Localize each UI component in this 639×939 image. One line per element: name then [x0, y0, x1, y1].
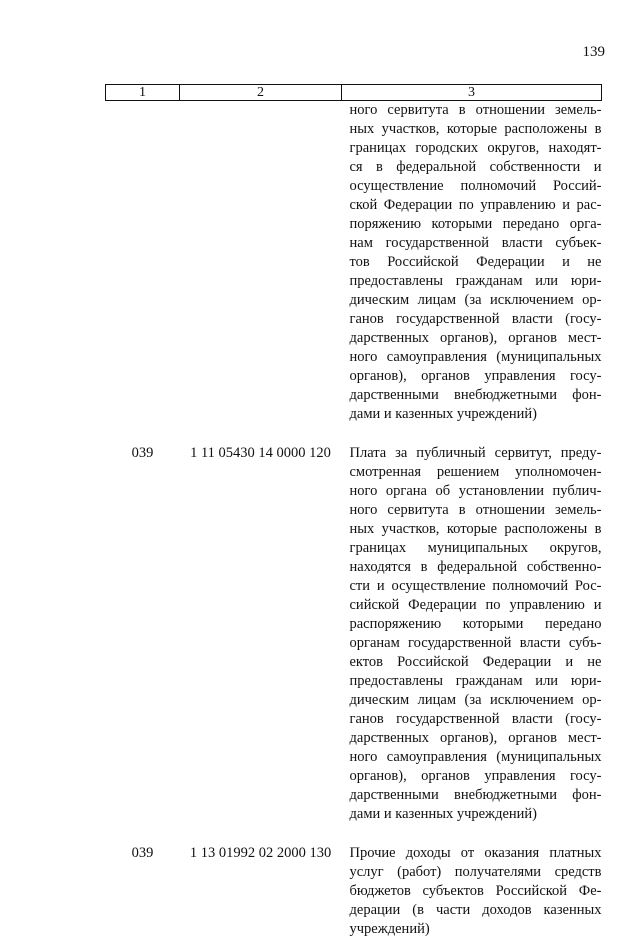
description-line: ного самоуправления (муниципальных: [349, 349, 602, 365]
budget-code-cell: 1 11 05430 14 0000 120: [190, 445, 331, 461]
description-line: дерации (в части доходов казенных: [349, 902, 602, 918]
description-line: услуг (работ) получателями средств: [349, 864, 602, 880]
description-line: бюджетов субъектов Российской Фе-: [349, 883, 602, 899]
description-line: сти и осуществление полномочий Рос-: [349, 578, 602, 594]
description-line: Прочие доходы от оказания платных: [349, 845, 602, 861]
description-line: смотренная решением уполномочен-: [349, 464, 602, 480]
description-line: ного сервитута в отношении земель-: [349, 502, 602, 518]
description-line: ской Федерации по управлению и рас-: [349, 197, 602, 213]
admin-code-cell: [106, 101, 180, 425]
description-line: дарственными внебюджетными фон-: [349, 387, 602, 403]
description-line: дами и казенных учреждений): [349, 806, 537, 822]
row-spacer: [106, 824, 602, 844]
description-line: ганов государственной власти (госу-: [349, 711, 602, 727]
description-line: дическим лицам (за исключением ор-: [349, 692, 602, 708]
row-spacer: [106, 424, 602, 444]
header-col-2: 2: [180, 85, 342, 101]
description-line: органам государственной власти субъ-: [349, 635, 602, 651]
budget-classification-table: [105, 84, 602, 939]
table-header-row: [106, 85, 602, 101]
budget-code-cell: 1 13 01992 02 2000 130: [189, 845, 332, 861]
table-row: [106, 444, 602, 824]
table-row: [106, 844, 602, 939]
description-line: ных участков, которые расположены в: [349, 521, 602, 537]
table-row: [106, 101, 602, 425]
description-line: осуществление полномочий Россий-: [349, 178, 602, 194]
description-line: ного органа об установлении публич-: [349, 483, 602, 499]
description-line: ся в федеральной собственности и: [349, 159, 602, 175]
description-line: тов Российской Федерации и не: [349, 254, 602, 270]
budget-code-cell: [180, 101, 342, 425]
description-line: сийской Федерации по управлению и: [349, 597, 602, 613]
admin-code-cell: 039: [131, 445, 154, 461]
description-line: распоряжению которыми передано: [349, 616, 602, 632]
description-line: ного самоуправления (муниципальных: [349, 749, 602, 765]
description-line: органов), органов управления госу-: [349, 368, 602, 384]
description-cell: [342, 844, 602, 939]
description-line: предоставлены гражданам или юри-: [349, 673, 602, 689]
description-line: дарственных органов), органов мест-: [349, 330, 602, 346]
header-col-3: 3: [342, 85, 602, 101]
description-line: учреждений): [349, 921, 430, 937]
description-line: Плата за публичный сервитут, преду-: [349, 445, 602, 461]
description-line: дами и казенных учреждений): [349, 406, 537, 422]
description-line: ного сервитута в отношении земель-: [349, 102, 602, 118]
description-line: ганов государственной власти (госу-: [349, 311, 602, 327]
description-line: дарственных органов), органов мест-: [349, 730, 602, 746]
header-col-1: 1: [106, 85, 180, 101]
description-line: поряжению которыми передано орга-: [349, 216, 602, 232]
page-number: 139: [582, 44, 605, 60]
description-line: дическим лицам (за исключением ор-: [349, 292, 602, 308]
description-line: нам государственной власти субъек-: [349, 235, 602, 251]
description-cell: [342, 444, 602, 824]
description-cell: [342, 101, 602, 425]
description-line: предоставлены гражданам или юри-: [349, 273, 602, 289]
admin-code-cell: 039: [131, 845, 154, 861]
description-line: ектов Российской Федерации и не: [349, 654, 602, 670]
description-line: границах городских округов, находят-: [349, 140, 602, 156]
description-line: органов), органов управления госу-: [349, 768, 602, 784]
description-line: находятся в федеральной собственно-: [349, 559, 602, 575]
description-line: ных участков, которые расположены в: [349, 121, 602, 137]
description-line: дарственными внебюджетными фон-: [349, 787, 602, 803]
description-line: границах муниципальных округов,: [349, 540, 602, 556]
